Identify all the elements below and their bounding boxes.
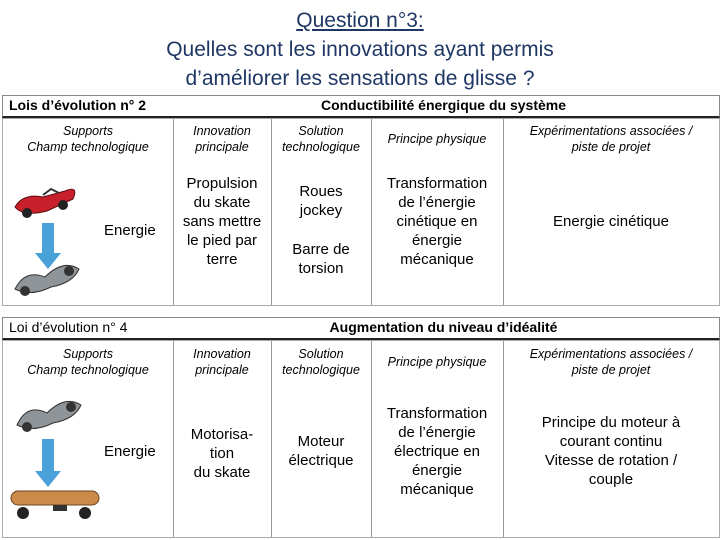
header-innovation-l1: Innovation [193,124,251,138]
solution-line: électrique [288,452,354,469]
header-innovation-l1: Innovation [193,347,251,361]
principe-line: de l’énergie [398,424,476,441]
skate-illustration [3,119,173,305]
principe-line: mécanique [400,251,474,268]
question-line-2: d’améliorer les sensations de glisse ? [185,67,535,90]
principe-cell [371,174,503,269]
header-experiment-l1: Expérimentations associées / [529,347,693,361]
solution-line: torsion [298,260,344,277]
header-experiment [503,346,719,378]
header-solution [271,123,371,155]
gray-skateboard-icon [15,265,79,296]
experiment-line: Principe du moteur à [541,414,681,431]
principe-line: énergie [411,462,463,479]
innovation-line: du skate [193,194,251,211]
principe-line: électrique en [394,443,480,460]
question-number: Question n°3: [296,9,424,32]
down-arrow-icon [35,439,61,487]
field-energie: Energie [104,443,156,460]
section1-law: Lois d’évolution n° 2 [9,97,147,113]
header-solution-l1: Solution [298,347,344,361]
question-line-1: Quelles sont les innovations ayant permis [166,38,554,61]
innovation-cell [173,425,271,482]
page-title [0,6,720,93]
header-principe: Principe physique [387,132,487,146]
section2-law: Loi d’évolution n° 4 [9,319,128,335]
skate-illustration [3,341,173,537]
header-experiment-l2: piste de projet [571,140,651,154]
principe-line: mécanique [400,481,474,498]
header-solution-l2: technologique [282,140,360,154]
field-energie: Energie [104,222,156,239]
header-experiment [503,123,719,155]
header-experiment-l2: piste de projet [571,363,651,377]
header-solution-l2: technologique [282,363,360,377]
innovation-line: Motorisa- [190,426,254,443]
header-principe: Principe physique [387,355,487,369]
experiment-line: courant continu [559,433,663,450]
header-supports-l2: Champ technologique [27,363,149,377]
innovation-line: tion [209,445,235,462]
solution-line: Roues [299,183,343,200]
down-arrow-icon [35,223,61,269]
header-supports-l1: Supports [62,347,114,361]
experiment-cell: Energie cinétique [553,213,669,230]
header-solution [271,346,371,378]
principe-line: de l’énergie [398,194,476,211]
header-supports-l1: Supports [62,124,114,138]
solution-cell [271,432,371,470]
principe-line: énergie [411,232,463,249]
solution-line: Barre de [292,241,350,258]
gray-skateboard-icon [17,401,81,432]
innovation-cell [173,174,271,269]
experiment-cell [503,413,719,489]
section1-heading: Conductibilité énergique du système [320,97,567,113]
innovation-line: du skate [193,464,251,481]
innovation-line: Propulsion [186,175,258,192]
principe-line: cinétique en [396,213,478,230]
section2-header-bar [2,317,720,340]
innovation-line: le pied par [186,232,258,249]
header-solution-l1: Solution [298,124,344,138]
header-supports-l2: Champ technologique [27,140,149,154]
header-innovation-l2: principale [195,140,249,154]
solution-line: jockey [299,202,343,219]
header-experiment-l1: Expérimentations associées / [529,124,693,138]
solution-cell-b [271,240,371,278]
electric-skateboard-icon [11,491,99,519]
solution-cell-a [271,182,371,220]
innovation-line: sans mettre [182,213,262,230]
section1-table [2,118,720,306]
section2-table [2,340,720,538]
header-innovation-l2: principale [195,363,249,377]
section1-header-bar [2,95,720,118]
section2-heading: Augmentation du niveau d’idéalité [329,319,558,335]
red-skateboard-icon [15,189,75,218]
experiment-line: couple [588,471,634,488]
solution-line: Moteur [297,433,345,450]
principe-cell [371,404,503,499]
innovation-line: terre [206,251,238,268]
principe-line: Transformation [386,175,488,192]
header-innovation [173,123,271,155]
experiment-line: Vitesse de rotation / [544,452,678,469]
header-innovation [173,346,271,378]
principe-line: Transformation [386,405,488,422]
